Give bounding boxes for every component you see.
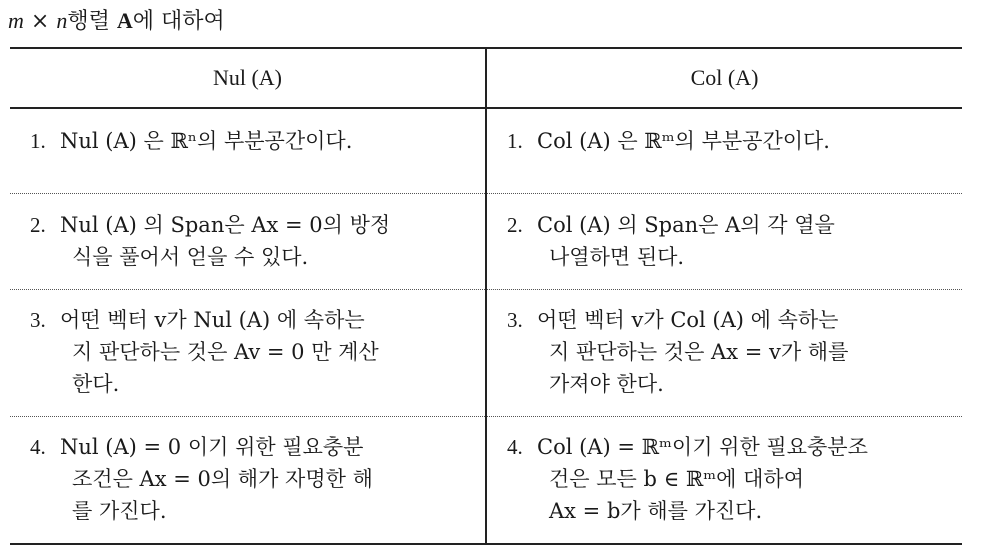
caption-times: × <box>23 9 57 34</box>
item-line: 식을 풀어서 얻을 수 있다. <box>72 245 309 269</box>
header-col: Col (A) <box>486 48 962 108</box>
item-line: 어떤 벡터 v가 Col (A) 에 속하는 <box>537 308 839 332</box>
item-line: 지 판단하는 것은 Av = 0 만 계산 <box>72 340 379 364</box>
item-number: 2. <box>507 213 523 237</box>
item-number: 4. <box>30 435 46 459</box>
nul-cell-2 <box>10 194 486 290</box>
item-number: 4. <box>507 435 523 459</box>
nul-cell-1 <box>10 108 486 194</box>
caption-n: n <box>56 8 68 33</box>
table-row <box>10 108 962 194</box>
item-line: 한다. <box>72 372 120 396</box>
table-row <box>10 417 962 545</box>
item-line: Col (A) 은 ℝᵐ의 부분공간이다. <box>537 129 830 153</box>
item-line: Nul (A) 은 ℝⁿ의 부분공간이다. <box>60 129 353 153</box>
item-line: 지 판단하는 것은 Ax = v가 해를 <box>549 340 849 364</box>
item-line: Ax = b가 해를 가진다. <box>549 499 763 523</box>
item-number: 1. <box>30 129 46 153</box>
header-nul: Nul (A) <box>212 65 283 90</box>
table-header-row <box>10 48 962 108</box>
item-line: Col (A) 의 Span은 A의 각 열을 <box>537 213 835 237</box>
item-number: 3. <box>30 308 46 332</box>
col-cell-3 <box>486 290 962 417</box>
col-cell-4 <box>486 417 962 545</box>
col-cell-1 <box>486 108 962 194</box>
item-number: 3. <box>507 308 523 332</box>
comparison-table <box>10 47 962 545</box>
item-line: 건은 모든 b ∈ ℝᵐ에 대하여 <box>549 467 804 491</box>
col-cell-2 <box>486 194 962 290</box>
table-row <box>10 290 962 417</box>
item-line: 가져야 한다. <box>549 372 664 396</box>
caption-A: A <box>116 8 133 33</box>
item-line: 조건은 Ax = 0의 해가 자명한 해 <box>72 467 373 491</box>
caption <box>8 6 225 37</box>
item-line: Col (A) = ℝᵐ이기 위한 필요충분조 <box>537 435 868 459</box>
table-row <box>10 194 962 290</box>
nul-cell-3 <box>10 290 486 417</box>
caption-suffix: 에 대하여 <box>132 9 225 34</box>
caption-m: m <box>8 8 24 33</box>
item-line: 나열하면 된다. <box>549 245 685 269</box>
item-line: 어떤 벡터 v가 Nul (A) 에 속하는 <box>60 308 365 332</box>
item-number: 2. <box>30 213 46 237</box>
item-line: 를 가진다. <box>72 499 167 523</box>
item-number: 1. <box>507 129 523 153</box>
caption-matrix-word: 행렬 <box>67 9 117 34</box>
item-line: Nul (A) 의 Span은 Ax = 0의 방정 <box>60 213 391 237</box>
nul-cell-4 <box>10 417 486 545</box>
item-line: Nul (A) = 0 이기 위한 필요충분 <box>60 435 364 459</box>
